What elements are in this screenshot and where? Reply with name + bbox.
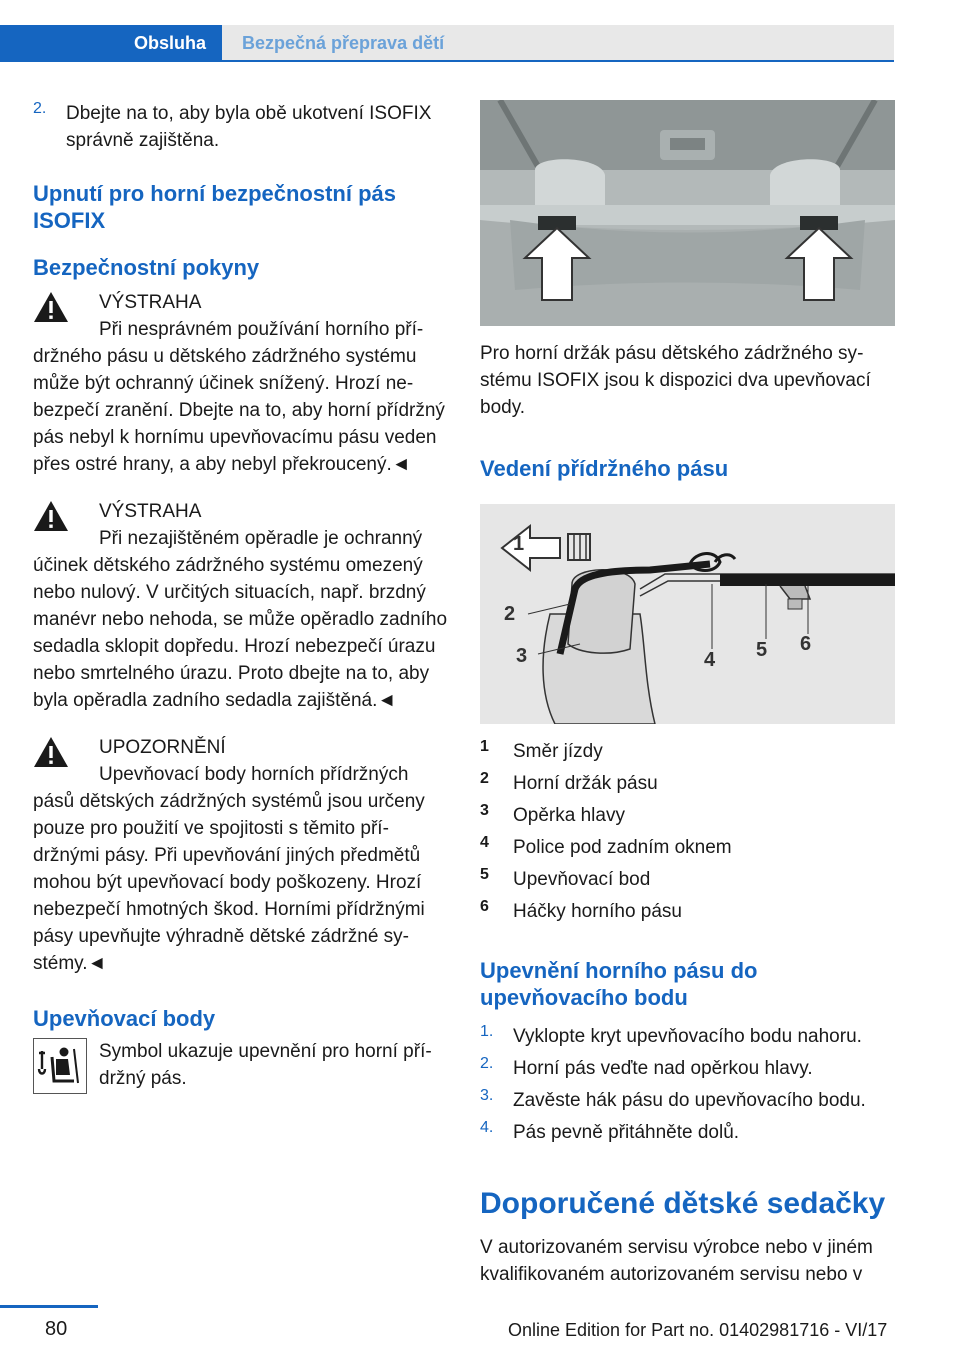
subsection-heading: Upevnění horního pásu do upevňovacího bodu [480,958,758,1010]
list-item [33,100,448,154]
legend-item [480,866,895,893]
step-number: 4. [480,1119,494,1136]
list-item [480,1087,895,1114]
symbol-block [33,1038,448,1096]
warning-triangle-icon [33,291,69,323]
legend-item [480,898,895,925]
left-column [33,100,448,1096]
list-item [480,1119,895,1146]
subsection-heading: Vedení přídržného pásu [480,456,729,481]
legend-item [480,770,895,797]
legend-item [480,738,895,765]
page-number: 80 [45,1318,68,1340]
section-heading: Doporučené dětské sedačky [480,1187,886,1220]
subsection-heading: Upevňovací body [33,1006,216,1031]
diagram-label-1: 1 [513,533,525,555]
warning-title: VÝSTRAHA [99,501,202,522]
step-number: 2. [480,1055,494,1072]
warning-text: Při nezajištěném opěradle je ochranný účinek dětského zádržného systému omezený nebo nulový. V určitých situacích, např. brzdný manévr nebo nehoda, se může opěradlo zadního sedadla sklopit dopředu. Hrozí nebezpečí úrazu nebo smrtelného úrazu. Proto dbejte na to, aby byla opěradla zadního sedadla zajištěná.◄ [33,528,448,711]
step-number: 3. [480,1087,494,1104]
step-text: Pás pevně přitáhněte dolů. [513,1122,740,1143]
subsection-heading: Bezpečnostní pokyny [33,255,260,280]
diagram-label-5: 5 [756,639,768,661]
warning-title: VÝSTRAHA [99,292,202,313]
right-column [480,100,895,1288]
notice-block [33,734,448,977]
step-text: Horní pás veďte nad opěrkou hlavy. [513,1058,813,1079]
diagram-legend [480,738,895,925]
legend-text: Upevňovací bod [513,869,651,890]
legend-text: Horní držák pásu [513,773,658,794]
header-divider [0,60,894,62]
notice-title: UPOZORNĚNÍ [99,737,226,758]
edition-text: Online Edition for Part no. 01402981716 - VI/17 [508,1320,888,1340]
tab-obsluha[interactable]: Obsluha [0,25,222,62]
page-header [0,0,960,62]
photo-caption: Pro horní držák pásu dětského zádržného systému ISOFIX jsou k dispozici dva upevňovací body. [480,343,871,418]
tab-bezpecna-preprava[interactable]: Bezpečná přeprava dětí [222,25,894,62]
step-text: Vyklopte kryt upevňovacího bodu nahoru. [513,1026,862,1047]
step-number: 1. [480,1023,494,1040]
step-text: Zavěste hák pásu do upevňovacího bodu. [513,1090,866,1111]
body-text: V autorizovaném servisu výrobce nebo v jiném kvalifikovaném autorizovaném servisu nebo v [480,1237,873,1285]
rear-shelf-photo [480,100,895,326]
legend-number: 2 [480,770,489,787]
legend-text: Opěrka hlavy [513,805,625,826]
legend-number: 1 [480,738,489,755]
child-seat-anchor-icon [33,1038,87,1094]
warning-triangle-icon [33,500,69,532]
list-item [480,1023,895,1050]
steps-list [480,1023,895,1146]
legend-item [480,802,895,829]
belt-routing-diagram [480,504,895,724]
notice-text: Upevňovací body horních přídržných pásů dětských zádržných systémů jsou určeny pouze pro použití ve spojitosti s těmito přídržnými pásy. Při upevňování jiných předmětů mohou být upevňovací body poškozeny. Hrozí nebezpečí hmotných škod. Horními přídržnými pásy upevňujte výhradně dětské zádržné systémy.◄ [33,764,425,974]
legend-number: 5 [480,866,489,883]
legend-text: Směr jízdy [513,741,603,762]
footer-divider [0,1305,98,1308]
legend-item [480,834,895,861]
symbol-text: Symbol ukazuje upevnění pro horní přídržný pás. [99,1041,432,1089]
warning-triangle-icon [33,736,69,768]
diagram-label-2: 2 [504,603,516,625]
diagram-label-3: 3 [516,645,528,667]
diagram-label-4: 4 [704,649,716,671]
warning-text: Při nesprávném používání horního přídržného pásu u dětského zádržného systému může být ochranný účinek snížený. Hrozí nebezpečí zranění. Dbejte na to, aby horní přídržný pás nebyl k hornímu upevňovacímu pásu veden přes ostré hrany, a aby nebyl překroucený.◄ [33,319,445,475]
step-text: Dbejte na to, aby byla obě ukotvení ISOFIX správně zajištěna. [66,103,432,151]
legend-number: 3 [480,802,489,819]
legend-text: Police pod zadním oknem [513,837,732,858]
legend-number: 4 [480,834,489,851]
legend-number: 6 [480,898,489,915]
section-heading: Upnutí pro horní bezpečnostní pás ISOFIX [33,181,396,233]
warning-block [33,289,448,478]
warning-block [33,498,448,714]
diagram-label-6: 6 [800,633,812,655]
list-item [480,1055,895,1082]
step-number: 2. [33,100,47,117]
legend-text: Háčky horního pásu [513,901,682,922]
